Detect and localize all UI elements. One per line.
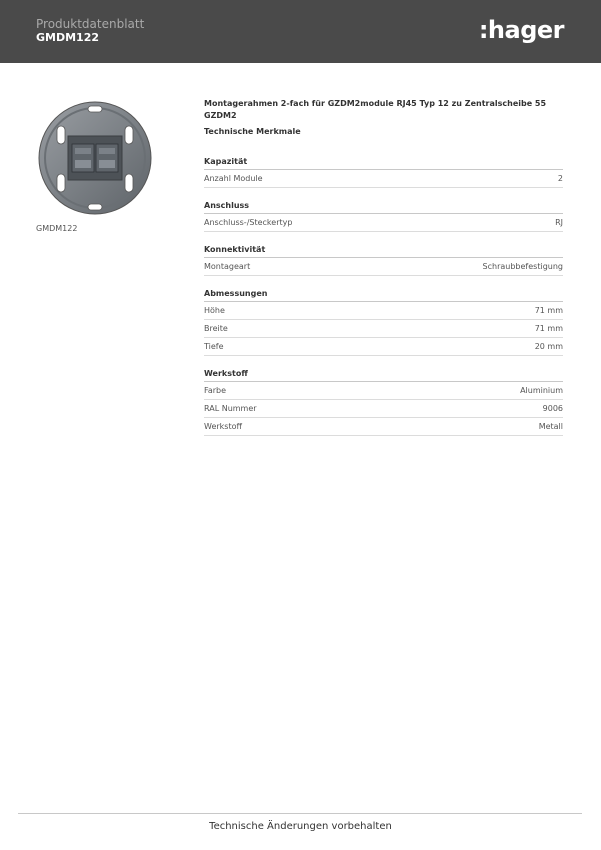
spec-label: RAL Nummer <box>204 404 257 413</box>
brand-logo: :hager <box>478 16 564 44</box>
technical-features-heading: Technische Merkmale <box>204 127 301 136</box>
product-image <box>36 98 154 218</box>
section-dimensions <box>204 287 563 356</box>
section-capacity <box>204 155 563 188</box>
footer-note: Technische Änderungen vorbehalten <box>209 821 392 832</box>
section-material <box>204 367 563 436</box>
image-caption: GMDM122 <box>36 224 78 233</box>
spec-row <box>204 214 563 232</box>
footer-divider <box>18 813 582 814</box>
spec-row <box>204 418 563 436</box>
spec-row <box>204 382 563 400</box>
spec-label: Farbe <box>204 386 227 395</box>
document-type: Produktdatenblatt <box>36 17 145 31</box>
spec-value: 2 <box>557 174 563 183</box>
header-bar <box>0 0 601 63</box>
spec-value: Metall <box>538 422 563 431</box>
section-connectivity <box>204 243 563 276</box>
spec-label: Anzahl Module <box>204 174 263 183</box>
spec-label: Höhe <box>204 306 225 315</box>
section-title: Anschluss <box>204 199 563 214</box>
spec-row <box>204 320 563 338</box>
section-title: Konnektivität <box>204 243 563 258</box>
product-title: Montagerahmen 2-fach für GZDM2module RJ45 Typ 12 zu Zentralscheibe 55 GZDM2 <box>204 99 547 120</box>
spec-row <box>204 302 563 320</box>
spec-row <box>204 400 563 418</box>
spec-value: 20 mm <box>534 342 563 351</box>
spec-value: RJ <box>555 218 563 227</box>
spec-row <box>204 258 563 276</box>
spec-row <box>204 170 563 188</box>
spec-label: Breite <box>204 324 228 333</box>
spec-row <box>204 338 563 356</box>
section-connection <box>204 199 563 232</box>
datasheet-content <box>204 98 563 436</box>
spec-label: Werkstoff <box>204 422 242 431</box>
spec-value: 71 mm <box>534 324 563 333</box>
section-title: Kapazität <box>204 155 563 170</box>
spec-value: Schraubbefestigung <box>482 262 563 271</box>
spec-value: 9006 <box>542 404 563 413</box>
spec-value: Aluminium <box>520 386 563 395</box>
section-title: Abmessungen <box>204 287 563 302</box>
spec-value: 71 mm <box>534 306 563 315</box>
spec-label: Montageart <box>204 262 251 271</box>
spec-label: Tiefe <box>204 342 224 351</box>
spec-label: Anschluss-/Steckertyp <box>204 218 293 227</box>
product-code: GMDM122 <box>36 31 100 44</box>
section-title: Werkstoff <box>204 367 563 382</box>
